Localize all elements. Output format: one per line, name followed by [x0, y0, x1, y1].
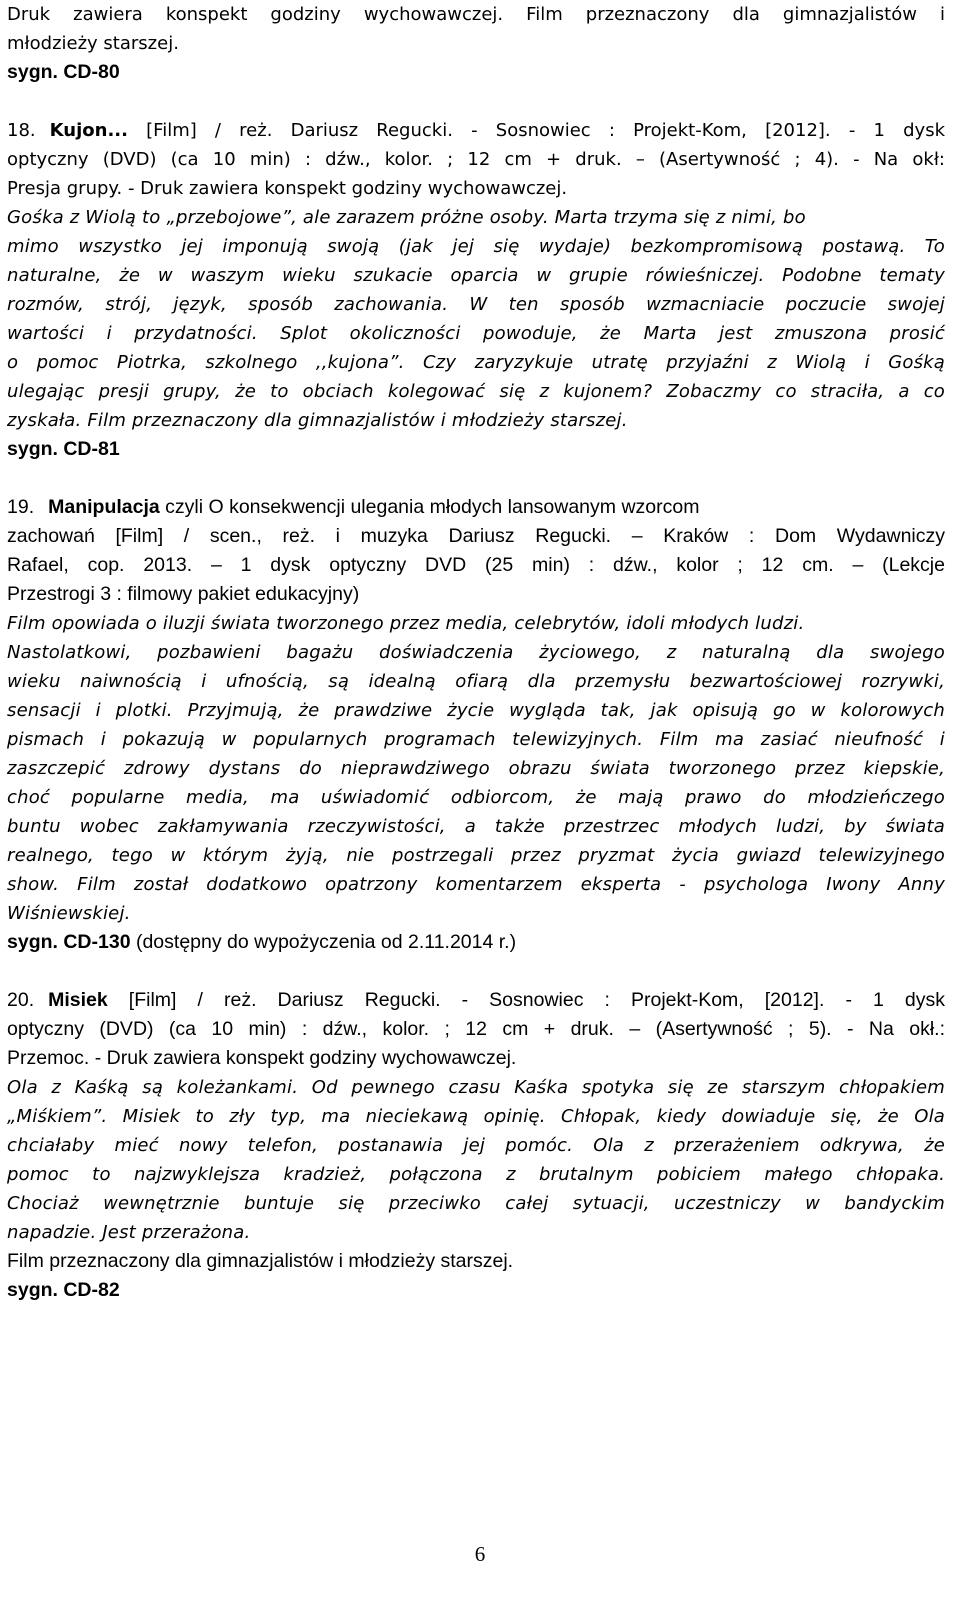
entry-20-line-3: Przemoc. - Druk zawiera konspekt godziny wychowawczej.: [7, 1047, 517, 1069]
entry-20-line-1-rest: [Film] / reż. Dariusz Regucki. - Sosnowiec : Projekt-Kom, [2012]. - 1 dysk: [107, 989, 945, 1011]
entry-18-desc-7: ulegając presji grupy, że to obciach kolegować się z kujonem? Zobaczmy co straciła, a co: [7, 381, 945, 402]
top-line-2: młodzieży starszej.: [7, 33, 179, 54]
entry-19-desc-10: show. Film został dodatkowo opatrzony komentarzem eksperta - psychologa Iwony Anny: [7, 874, 945, 895]
entry-20-number: 20.: [7, 989, 35, 1011]
entry-18-desc-8: zyskała. Film przeznaczony dla gimnazjalistów i młodzieży starszej.: [7, 410, 628, 431]
entry-19-desc-2: Nastolatkowi, pozbawieni bagażu doświadczenia życiowego, z naturalną dla swojego: [7, 642, 945, 663]
entry-19-line-1: [7, 493, 945, 522]
top-sygn: sygn. CD-80: [7, 61, 120, 83]
entry-18-desc-2: mimo wszystko jej imponują swoją (jak jej się wydaje) bezkompromisową postawą. To: [7, 236, 945, 257]
entry-18-desc-6: o pomoc Piotrka, szkolnego ,,kujona”. Czy zaryzykuje utratę przyjaźni z Wiolą i Gośką: [7, 352, 945, 373]
entry-19-desc-4: sensacji i plotki. Przyjmują, że prawdziwe życie wygląda tak, jak opisują go w kolorowych: [7, 700, 945, 721]
entry-18-line-1-rest: [Film] / reż. Dariusz Regucki. - Sosnowiec : Projekt-Kom, [2012]. - 1 dysk: [127, 120, 945, 141]
entry-20-desc-3: chciałaby mieć nowy telefon, postanawia jej pomóc. Ola z przerażeniem odkrywa, że: [7, 1135, 945, 1156]
entry-18-number: 18.: [7, 120, 36, 141]
entry-18-desc-5: wartości i przydatności. Splot okoliczności powoduje, że Marta jest zmuszona prosić: [7, 323, 945, 344]
entry-18-line-3: Presja grupy. - Druk zawiera konspekt godziny wychowawczej.: [7, 178, 568, 199]
entry-20-title: Misiek: [48, 989, 108, 1011]
entry-18-line-2: optyczny (DVD) (ca 10 min) : dźw., kolor. ; 12 cm + druk. – (Asertywność ; 4). - Na okł:: [7, 149, 945, 170]
entry-20-sygn: sygn. CD-82: [7, 1279, 120, 1301]
entry-19-sygn-note: (dostępny do wypożyczenia od 2.11.2014 r.): [130, 931, 517, 953]
entry-20-desc-2: „Miśkiem”. Misiek to zły typ, ma nieciekawą opinię. Chłopak, kiedy dowiaduje się, że Ola: [7, 1106, 945, 1127]
entry-19-sygn-line: [7, 928, 945, 957]
entry-19-line-3: Rafael, cop. 2013. – 1 dysk optyczny DVD (25 min) : dźw., kolor ; 12 cm. – (Lekcje: [7, 554, 945, 576]
entry-18-line-1: [7, 116, 945, 145]
entry-19-desc-5: pismach i pokazują w popularnych programach telewizyjnych. Film ma zasiać nieufność i: [7, 729, 945, 750]
entry-19-line-4: Przestrogi 3 : filmowy pakiet edukacyjny): [7, 583, 360, 605]
entry-18-desc-3: naturalne, że w waszym wieku szukacie oparcia w grupie rówieśniczej. Podobne tematy: [7, 265, 945, 286]
entry-20-desc-1: Ola z Kaśką są koleżankami. Od pewnego czasu Kaśka spotyka się ze starszym chłopakiem: [7, 1077, 945, 1098]
document-page: [7, 0, 945, 1305]
entry-20-note: Film przeznaczony dla gimnazjalistów i młodzieży starszej.: [7, 1250, 514, 1272]
entry-19-number: 19.: [7, 496, 35, 518]
entry-19-desc-8: buntu wobec zakłamywania rzeczywistości, a także przestrzec młodych ludzi, by świata: [7, 816, 945, 837]
entry-19-desc-11: Wiśniewskiej.: [7, 903, 131, 924]
entry-18-sygn: sygn. CD-81: [7, 438, 120, 460]
entry-19-desc-7: choć popularne media, ma uświadomić odbiorcom, że mają prawo do młodzieńczego: [7, 787, 945, 808]
entry-19-desc-9: realnego, tego w którym żyją, nie postrzegali przez pryzmat życia gwiazd telewizyjnego: [7, 845, 945, 866]
entry-20-line-1: [7, 986, 945, 1015]
top-line-1: Druk zawiera konspekt godziny wychowawczej. Film przeznaczony dla gimnazjalistów i: [7, 4, 945, 25]
entry-19-desc-6: zaszczepić zdrowy dystans do nieprawdziwego obrazu świata tworzonego przez kiepskie,: [7, 758, 945, 779]
entry-18-desc-1: Gośka z Wiolą to „przebojowe”, ale zarazem próżne osoby. Marta trzyma się z nimi, bo: [7, 207, 806, 228]
entry-19-desc-1: Film opowiada o iluzji świata tworzonego przez media, celebrytów, idoli młodych ludzi.: [7, 613, 805, 634]
entry-20-desc-5: Chociaż wewnętrznie buntuje się przeciwko całej sytuacji, uczestniczy w bandyckim: [7, 1193, 945, 1214]
entry-19-desc-3: wieku naiwnością i ufnością, są idealną ofiarą dla przemysłu bezwartościowej rozrywki,: [7, 671, 945, 692]
entry-20-desc-4: pomoc to najzwyklejsza kradzież, połączona z brutalnym pobiciem małego chłopaka.: [7, 1164, 945, 1185]
entry-19-title: Manipulacja: [48, 496, 160, 518]
entry-18-desc-4: rozmów, strój, język, sposób zachowania. W ten sposób wzmacniacie poczucie swojej: [7, 294, 945, 315]
entry-18-title: Kujon...: [49, 120, 128, 141]
entry-19-sygn: sygn. CD-130: [7, 931, 131, 953]
page-number: 6: [474, 1542, 486, 1566]
entry-19-line-2: zachowań [Film] / scen., reż. i muzyka Dariusz Regucki. – Kraków : Dom Wydawniczy: [7, 525, 945, 547]
entry-19-line-1-rest: czyli O konsekwencji ulegania młodych lansowanym wzorcom: [159, 496, 700, 518]
entry-20-desc-6: napadzie. Jest przerażona.: [7, 1222, 251, 1243]
entry-20-line-2: optyczny (DVD) (ca 10 min) : dźw., kolor. ; 12 cm + druk. – (Asertywność ; 5). - Na okł.:: [7, 1018, 945, 1040]
